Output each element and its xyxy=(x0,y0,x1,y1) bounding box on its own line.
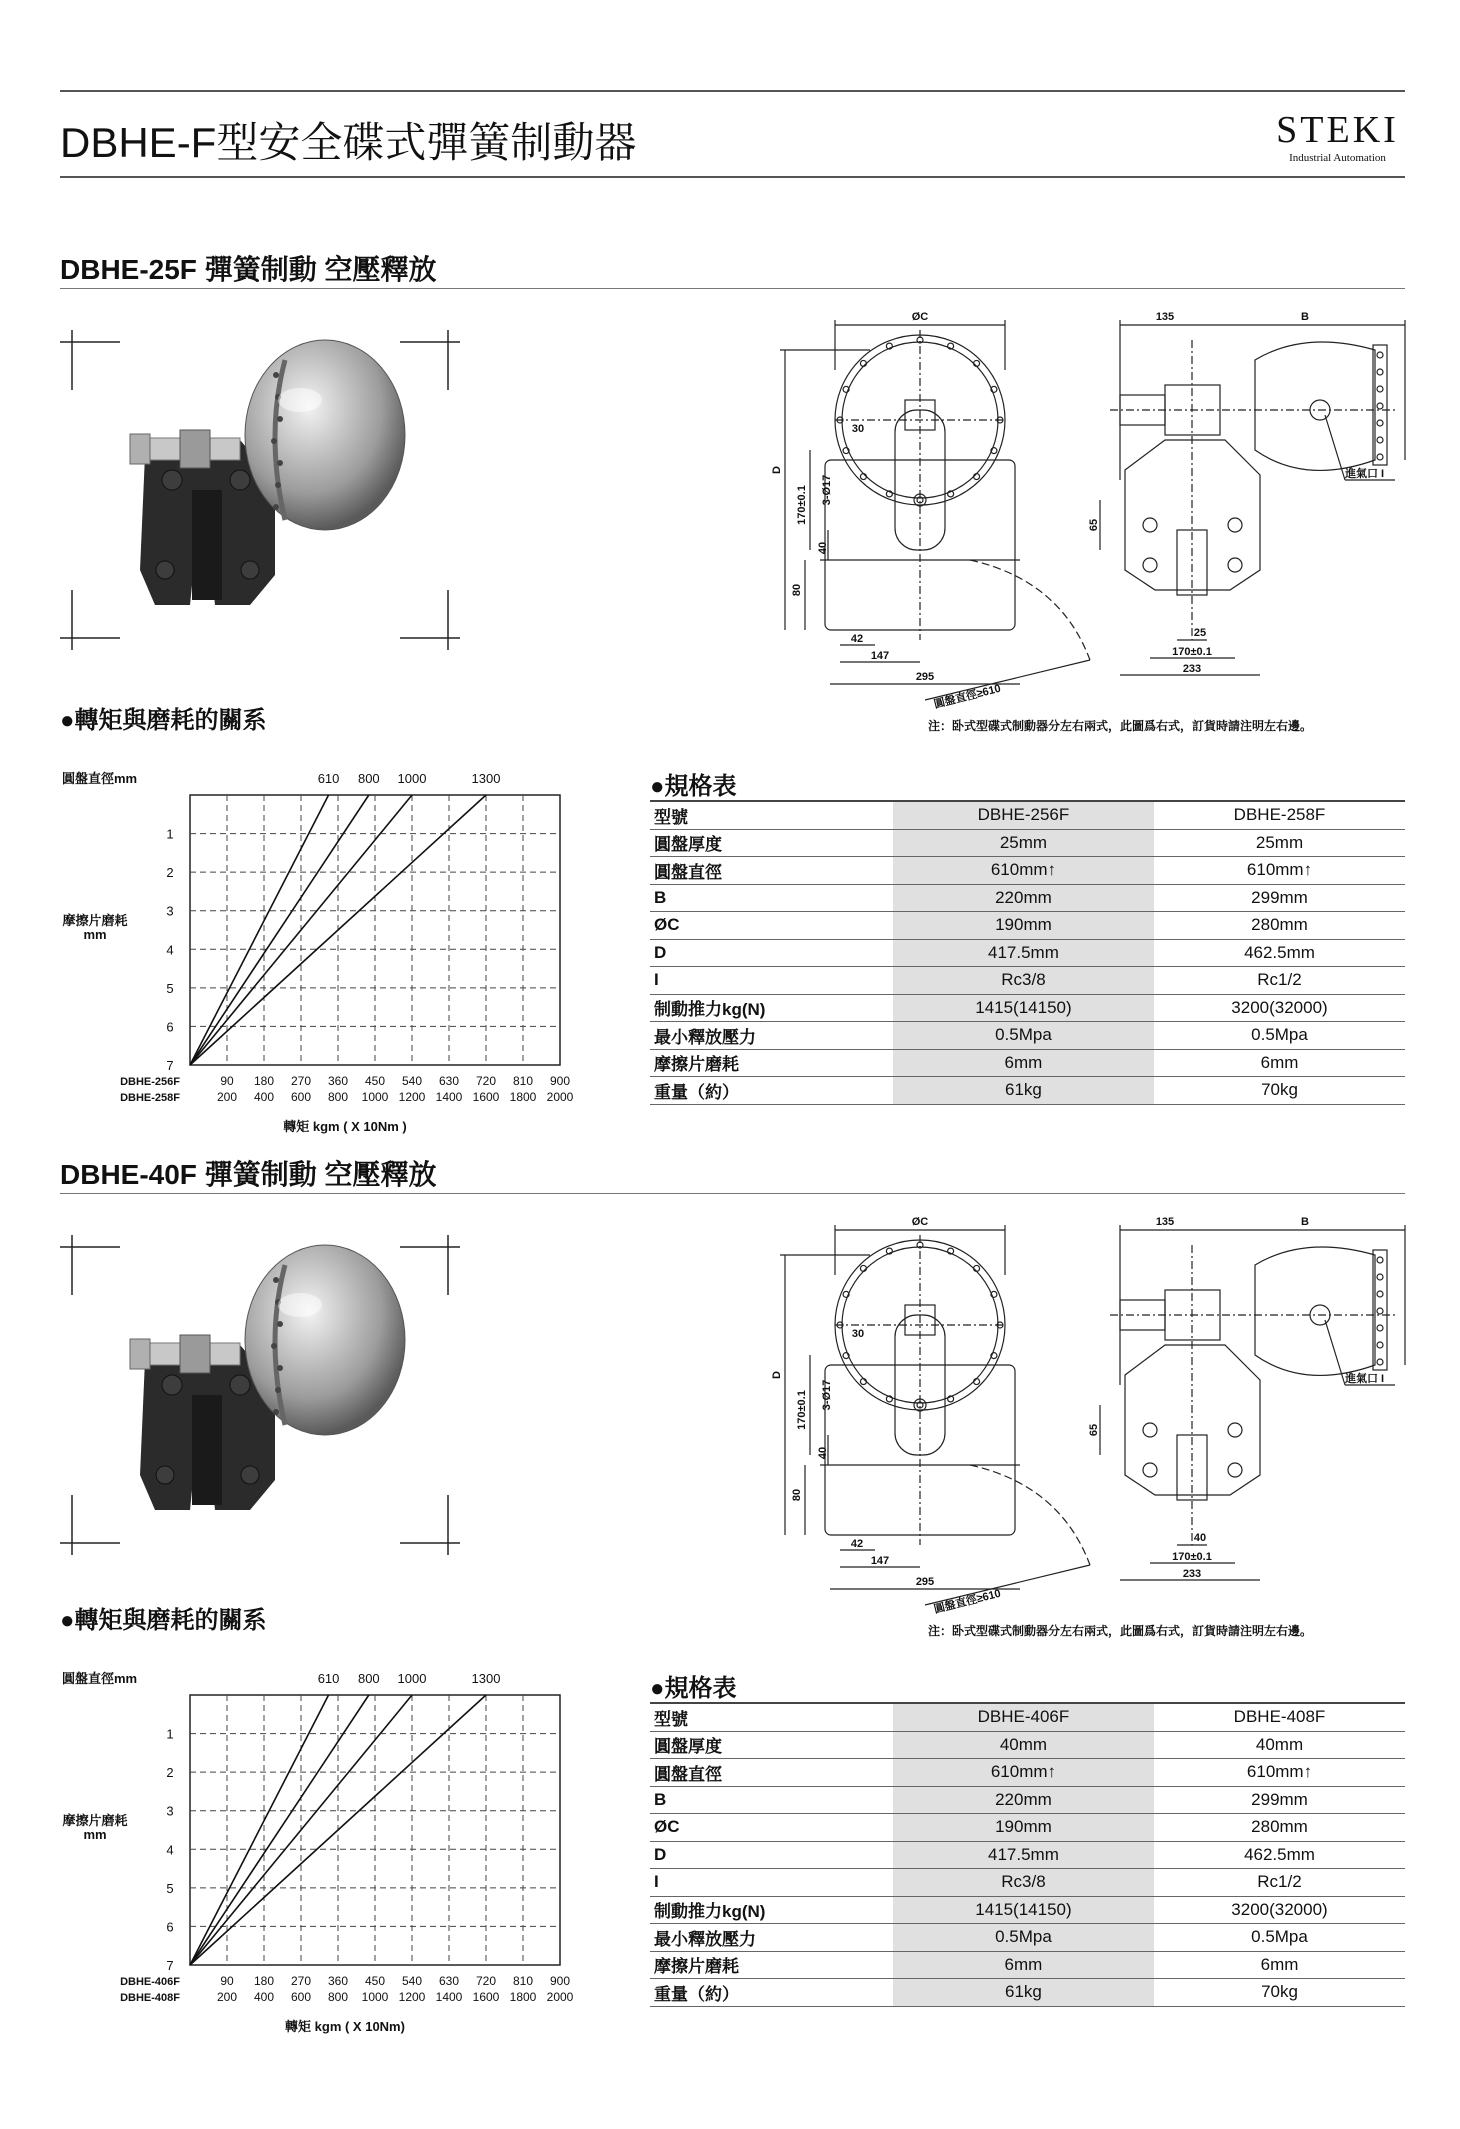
bolt xyxy=(162,470,182,490)
spec-value: 70kg xyxy=(1154,1979,1405,2007)
x-tick-label: 600 xyxy=(290,1990,312,2004)
dim-147-label: 147 xyxy=(870,1555,890,1567)
x-tick-label: 400 xyxy=(253,1090,275,1104)
shaft-end xyxy=(130,1339,150,1369)
spec-value: 25mm xyxy=(1154,829,1405,857)
y-tick-label: 4 xyxy=(166,942,174,958)
x-row2-label: DBHE-408F xyxy=(120,1992,180,2004)
spec-row xyxy=(650,994,1405,1022)
x-tick-label: 600 xyxy=(290,1090,312,1104)
spec-value: 417.5mm xyxy=(893,939,1154,967)
x-tick-label: 720 xyxy=(475,1074,497,1088)
spec-value: 40mm xyxy=(1154,1731,1405,1759)
side-bolt xyxy=(1377,454,1383,460)
side-bolt xyxy=(1228,1463,1242,1477)
side-bolt xyxy=(1377,420,1383,426)
dome-bolt xyxy=(277,1321,283,1327)
spec-value: 280mm xyxy=(1154,912,1405,940)
spec-value: 0.5Mpa xyxy=(1154,1924,1405,1952)
dim-hole-label: 3-Ø17 xyxy=(821,474,833,506)
spec-row xyxy=(650,1896,1405,1924)
top-tick-label: 800 xyxy=(357,771,380,786)
y-tick-label: 5 xyxy=(166,1880,174,1896)
air-chamber-dome xyxy=(245,340,405,530)
spec-value: 610mm↑ xyxy=(893,857,1154,885)
chart-heading: ●轉矩與磨耗的關系 xyxy=(60,707,267,734)
dome-bolt xyxy=(275,482,281,488)
x-tick-label: 360 xyxy=(327,1074,349,1088)
spec-value: Rc1/2 xyxy=(1154,967,1405,995)
spec-model-name: DBHE-408F xyxy=(1154,1703,1405,1731)
dim-b-label: B xyxy=(1301,311,1309,323)
x-tick-label: 2000 xyxy=(546,1090,574,1104)
dim-80-label: 80 xyxy=(791,1488,803,1502)
side-bolt xyxy=(1143,558,1157,572)
side-bolt xyxy=(1377,1342,1383,1348)
spec-value: 0.5Mpa xyxy=(1154,1022,1405,1050)
x-tick-label: 1200 xyxy=(398,1090,426,1104)
product-photo xyxy=(60,330,460,650)
top-rule xyxy=(60,90,1405,92)
x-tick-label: 1000 xyxy=(361,1990,389,2004)
x-tick-label: 540 xyxy=(401,1074,423,1088)
y-tick-label: 7 xyxy=(166,1058,174,1073)
x-axis-label: 轉矩 kgm ( X 10Nm ) xyxy=(283,1119,407,1134)
x-tick-label: 1400 xyxy=(435,1090,463,1104)
dim-d-label: D xyxy=(771,1371,783,1379)
y-tick-label: 1 xyxy=(166,1726,174,1742)
spec-key: D xyxy=(650,1841,893,1869)
bolt xyxy=(156,561,174,579)
air-port-label: 進氣口 I xyxy=(1345,1373,1385,1385)
spec-key: 摩擦片磨耗 xyxy=(650,1049,893,1077)
spec-value: 6mm xyxy=(1154,1049,1405,1077)
y-tick-label: 1 xyxy=(166,826,174,842)
spec-model-name: DBHE-258F xyxy=(1154,801,1405,829)
y-axis-label: 摩擦片磨耗 xyxy=(62,1813,128,1828)
page-title: DBHE-F型安全碟式彈簧制動器 xyxy=(60,119,637,166)
spec-value: 220mm xyxy=(893,884,1154,912)
dim-40-label: 40 xyxy=(817,541,829,555)
spec-header-row xyxy=(650,801,1405,829)
dim-233-label: 233 xyxy=(1182,663,1202,675)
side-bolt xyxy=(1377,1325,1383,1331)
product-photo xyxy=(60,1235,460,1555)
spec-value: 40mm xyxy=(893,1731,1154,1759)
spec-key: I xyxy=(650,967,893,995)
side-bolt xyxy=(1377,1274,1383,1280)
top-axis-label: 圓盤直徑mm xyxy=(62,771,138,786)
bolt xyxy=(230,470,250,490)
top-tick-label: 800 xyxy=(357,1671,380,1686)
dome-bolt xyxy=(273,372,279,378)
spec-header-row xyxy=(650,1703,1405,1731)
chart-frame xyxy=(190,795,560,1065)
dim-295-label: 295 xyxy=(915,671,935,683)
disc-arc xyxy=(970,560,1090,660)
dim-d-label: D xyxy=(771,466,783,474)
side-dome xyxy=(1255,1247,1375,1375)
logo-wordmark: STEKI xyxy=(1276,109,1399,151)
spec-value: 3200(32000) xyxy=(1154,994,1405,1022)
x-tick-label: 540 xyxy=(401,1974,423,1988)
side-bolt xyxy=(1377,1291,1383,1297)
dome-bolt xyxy=(273,504,279,510)
x-tick-label: 400 xyxy=(253,1990,275,2004)
spec-row xyxy=(650,1786,1405,1814)
section-rule xyxy=(60,1193,1405,1194)
dim-80-label: 80 xyxy=(791,583,803,597)
y-tick-label: 2 xyxy=(166,865,174,881)
spec-row xyxy=(650,1759,1405,1787)
bolt xyxy=(241,561,259,579)
torque-wear-chart xyxy=(60,1660,620,2040)
series-line xyxy=(190,795,369,1065)
spec-heading: ●規格表 xyxy=(650,1675,737,1702)
x-tick-label: 810 xyxy=(512,1974,534,1988)
dim-295-label: 295 xyxy=(915,1576,935,1588)
x-tick-label: 1000 xyxy=(361,1090,389,1104)
side-dome xyxy=(1255,342,1375,470)
logo-tagline: Industrial Automation xyxy=(1289,152,1386,164)
spec-model-name: DBHE-406F xyxy=(893,1703,1154,1731)
dome-highlight xyxy=(278,1293,322,1317)
dim-c-label: ØC xyxy=(911,311,929,323)
dim-b-label: B xyxy=(1301,1216,1309,1228)
spec-value: 6mm xyxy=(1154,1951,1405,1979)
spec-key: I xyxy=(650,1869,893,1897)
top-tick-label: 610 xyxy=(317,771,340,786)
dim-42-label: 42 xyxy=(850,633,864,645)
dome-highlight xyxy=(278,388,322,412)
drawing-lines xyxy=(780,320,1405,700)
bolt xyxy=(156,1466,174,1484)
x-row2-label: DBHE-258F xyxy=(120,1092,180,1104)
spec-value: Rc3/8 xyxy=(893,1869,1154,1897)
assembly-note: 注：卧式型碟式制動器分左右兩式，此圖爲右式，訂貨時請注明左右邊。 xyxy=(928,719,1313,733)
shaft-coupling xyxy=(180,430,210,468)
torque-wear-chart xyxy=(60,760,620,1140)
x-tick-label: 200 xyxy=(216,1090,238,1104)
x-row1-label: DBHE-406F xyxy=(120,1976,180,1988)
dome-bolt xyxy=(277,416,283,422)
spec-row xyxy=(650,1731,1405,1759)
spec-key: ØC xyxy=(650,912,893,940)
x-tick-label: 1400 xyxy=(435,1990,463,2004)
dome-bolt xyxy=(271,1343,277,1349)
side-bolt xyxy=(1377,352,1383,358)
bolt xyxy=(230,1375,250,1395)
bolt xyxy=(241,1466,259,1484)
y-tick-label: 3 xyxy=(166,903,174,919)
x-tick-label: 1800 xyxy=(509,1990,537,2004)
x-tick-label: 180 xyxy=(253,1974,275,1988)
spec-value: 70kg xyxy=(1154,1077,1405,1105)
spec-key: 制動推力kg(N) xyxy=(650,994,893,1022)
dim-thickness-label: 40 xyxy=(1193,1532,1207,1544)
y-axis-unit: mm xyxy=(83,927,107,942)
top-tick-label: 1300 xyxy=(471,1671,501,1686)
spec-value: 25mm xyxy=(893,829,1154,857)
spec-row xyxy=(650,1841,1405,1869)
dome-bolt xyxy=(273,1277,279,1283)
spec-key: 最小釋放壓力 xyxy=(650,1924,893,1952)
spec-row xyxy=(650,884,1405,912)
dome-bolt xyxy=(277,1365,283,1371)
air-port-label: 進氣口 I xyxy=(1345,468,1385,480)
spec-row xyxy=(650,967,1405,995)
x-tick-label: 900 xyxy=(549,1974,571,1988)
spec-value: 61kg xyxy=(893,1979,1154,2007)
x-tick-label: 720 xyxy=(475,1974,497,1988)
caliper-slot xyxy=(192,1395,222,1505)
spec-value: 61kg xyxy=(893,1077,1154,1105)
assembly-note: 注：卧式型碟式制動器分左右兩式，此圖爲右式，訂貨時請注明左右邊。 xyxy=(928,1624,1313,1638)
x-tick-label: 270 xyxy=(290,1974,312,1988)
spec-row xyxy=(650,857,1405,885)
spec-key: 圓盤直徑 xyxy=(650,1759,893,1787)
spec-key: 重量（約） xyxy=(650,1979,893,2007)
section-title: DBHE-25F 彈簧制動 空壓釋放 xyxy=(60,254,437,285)
x-tick-label: 630 xyxy=(438,1074,460,1088)
section-title: DBHE-40F 彈簧制動 空壓釋放 xyxy=(60,1159,437,1190)
x-tick-label: 200 xyxy=(216,1990,238,2004)
spec-row xyxy=(650,1049,1405,1077)
top-axis-label: 圓盤直徑mm xyxy=(62,1671,138,1686)
x-tick-label: 1600 xyxy=(472,1090,500,1104)
x-tick-label: 1200 xyxy=(398,1990,426,2004)
spec-row xyxy=(650,912,1405,940)
spec-value: 6mm xyxy=(893,1951,1154,1979)
spec-key: D xyxy=(650,939,893,967)
dome-bolt xyxy=(271,438,277,444)
dim-65-label: 65 xyxy=(1088,518,1100,532)
dim-170w-label: 170±0.1 xyxy=(1172,646,1212,658)
chart-frame xyxy=(190,1695,560,1965)
spec-header-label: 型號 xyxy=(650,801,893,829)
y-axis-unit: mm xyxy=(83,1827,107,1842)
dim-135-label: 135 xyxy=(1155,311,1175,323)
spec-heading: ●規格表 xyxy=(650,773,737,800)
side-bolt xyxy=(1377,1308,1383,1314)
side-bolt xyxy=(1377,1257,1383,1263)
disc-diameter-label: 圓盤直徑≥610 xyxy=(932,1587,1003,1616)
dim-135-label: 135 xyxy=(1155,1216,1175,1228)
dim-30-label: 30 xyxy=(851,1328,865,1340)
x-tick-label: 1800 xyxy=(509,1090,537,1104)
y-tick-label: 3 xyxy=(166,1803,174,1819)
caliper-slot xyxy=(192,490,222,600)
spec-value: 299mm xyxy=(1154,1786,1405,1814)
side-bolt xyxy=(1228,518,1242,532)
spec-value: 190mm xyxy=(893,912,1154,940)
dim-hole-label: 3-Ø17 xyxy=(821,1379,833,1411)
spec-value: 462.5mm xyxy=(1154,939,1405,967)
spec-value: 3200(32000) xyxy=(1154,1896,1405,1924)
x-row1-label: DBHE-256F xyxy=(120,1076,180,1088)
chart-heading: ●轉矩與磨耗的關系 xyxy=(60,1607,267,1634)
spec-row xyxy=(650,1979,1405,2007)
spec-model-name: DBHE-256F xyxy=(893,801,1154,829)
dimension-drawing xyxy=(760,300,1420,730)
x-tick-label: 1600 xyxy=(472,1990,500,2004)
side-bolt xyxy=(1377,437,1383,443)
spec-row xyxy=(650,1951,1405,1979)
x-tick-label: 270 xyxy=(290,1074,312,1088)
dome-bolt xyxy=(277,460,283,466)
x-axis-label: 轉矩 kgm ( X 10Nm) xyxy=(285,2019,405,2034)
leader-line xyxy=(925,660,1090,700)
spec-row xyxy=(650,1924,1405,1952)
top-tick-label: 1000 xyxy=(397,1671,427,1686)
bolt xyxy=(162,1375,182,1395)
side-bolt xyxy=(1377,369,1383,375)
disc-arc xyxy=(970,1465,1090,1565)
side-bolt xyxy=(1143,1463,1157,1477)
dim-147-label: 147 xyxy=(870,650,890,662)
spec-value: 0.5Mpa xyxy=(893,1022,1154,1050)
spec-row xyxy=(650,829,1405,857)
y-tick-label: 7 xyxy=(166,1958,174,1973)
brake-illustration xyxy=(60,330,460,650)
spec-key: B xyxy=(650,884,893,912)
top-tick-label: 1000 xyxy=(397,771,427,786)
spec-value: 610mm↑ xyxy=(893,1759,1154,1787)
side-bolt xyxy=(1377,386,1383,392)
brand-logo xyxy=(1270,110,1405,164)
drawing-lines xyxy=(780,1225,1405,1605)
series-line xyxy=(190,1695,329,1965)
side-bolt xyxy=(1228,1423,1242,1437)
dimension-drawing xyxy=(760,1205,1420,1635)
x-tick-label: 450 xyxy=(364,1974,386,1988)
x-tick-label: 180 xyxy=(253,1074,275,1088)
brake-illustration xyxy=(60,1235,460,1555)
side-bolt xyxy=(1377,1359,1383,1365)
series-line xyxy=(190,1695,369,1965)
spec-row xyxy=(650,939,1405,967)
spec-key: 最小釋放壓力 xyxy=(650,1022,893,1050)
spec-key: 圓盤厚度 xyxy=(650,1731,893,1759)
y-tick-label: 6 xyxy=(166,1919,174,1935)
spec-value: 299mm xyxy=(1154,884,1405,912)
y-axis-label: 摩擦片磨耗 xyxy=(62,913,128,928)
x-tick-label: 810 xyxy=(512,1074,534,1088)
disc-diameter-label: 圓盤直徑≥610 xyxy=(932,682,1003,711)
dome-bolt xyxy=(275,1387,281,1393)
dim-170-label: 170±0.1 xyxy=(796,485,808,525)
spec-header-label: 型號 xyxy=(650,1703,893,1731)
spec-value: 1415(14150) xyxy=(893,1896,1154,1924)
spec-key: B xyxy=(650,1786,893,1814)
dim-42-label: 42 xyxy=(850,1538,864,1550)
x-tick-label: 630 xyxy=(438,1974,460,1988)
header-bottom-rule xyxy=(60,176,1405,178)
dim-40-label: 40 xyxy=(817,1446,829,1460)
dim-c-label: ØC xyxy=(911,1216,929,1228)
side-bolt xyxy=(1228,558,1242,572)
x-tick-label: 900 xyxy=(549,1074,571,1088)
leader-line xyxy=(925,1565,1090,1605)
side-bolt xyxy=(1143,1423,1157,1437)
spec-row xyxy=(650,1869,1405,1897)
spec-key: 重量（約） xyxy=(650,1077,893,1105)
top-tick-label: 610 xyxy=(317,1671,340,1686)
spec-key: 制動推力kg(N) xyxy=(650,1896,893,1924)
spec-key: 摩擦片磨耗 xyxy=(650,1951,893,1979)
dim-170-label: 170±0.1 xyxy=(796,1390,808,1430)
y-tick-label: 2 xyxy=(166,1765,174,1781)
spec-row xyxy=(650,1022,1405,1050)
y-tick-label: 6 xyxy=(166,1019,174,1035)
spec-row xyxy=(650,1077,1405,1105)
shaft-end xyxy=(130,434,150,464)
section-rule xyxy=(60,288,1405,289)
dome-bolt xyxy=(273,1409,279,1415)
spec-value: 6mm xyxy=(893,1049,1154,1077)
air-chamber-dome xyxy=(245,1245,405,1435)
spec-value: Rc1/2 xyxy=(1154,1869,1405,1897)
x-tick-label: 800 xyxy=(327,1990,349,2004)
spec-key: ØC xyxy=(650,1814,893,1842)
x-tick-label: 360 xyxy=(327,1974,349,1988)
dim-233-label: 233 xyxy=(1182,1568,1202,1580)
spec-value: 0.5Mpa xyxy=(893,1924,1154,1952)
x-tick-label: 450 xyxy=(364,1074,386,1088)
y-tick-label: 4 xyxy=(166,1842,174,1858)
spec-value: 1415(14150) xyxy=(893,994,1154,1022)
spec-value: 190mm xyxy=(893,1814,1154,1842)
spec-value: 610mm↑ xyxy=(1154,1759,1405,1787)
dim-65-label: 65 xyxy=(1088,1423,1100,1437)
shaft-coupling xyxy=(180,1335,210,1373)
x-tick-label: 800 xyxy=(327,1090,349,1104)
x-tick-label: 2000 xyxy=(546,1990,574,2004)
spec-row xyxy=(650,1814,1405,1842)
dim-170w-label: 170±0.1 xyxy=(1172,1551,1212,1563)
x-tick-label: 90 xyxy=(220,1074,234,1088)
series-line xyxy=(190,795,329,1065)
spec-key: 圓盤直徑 xyxy=(650,857,893,885)
y-tick-label: 5 xyxy=(166,980,174,996)
top-tick-label: 1300 xyxy=(471,771,501,786)
spec-value: 417.5mm xyxy=(893,1841,1154,1869)
spec-key: 圓盤厚度 xyxy=(650,829,893,857)
spec-value: 610mm↑ xyxy=(1154,857,1405,885)
spec-value: 280mm xyxy=(1154,1814,1405,1842)
side-bolt xyxy=(1377,403,1383,409)
spec-table xyxy=(650,800,1405,1105)
side-bolt xyxy=(1143,518,1157,532)
spec-value: Rc3/8 xyxy=(893,967,1154,995)
dim-thickness-label: 25 xyxy=(1193,627,1207,639)
spec-value: 220mm xyxy=(893,1786,1154,1814)
spec-table xyxy=(650,1702,1405,2007)
x-tick-label: 90 xyxy=(220,1974,234,1988)
dim-30-label: 30 xyxy=(851,423,865,435)
spec-value: 462.5mm xyxy=(1154,1841,1405,1869)
